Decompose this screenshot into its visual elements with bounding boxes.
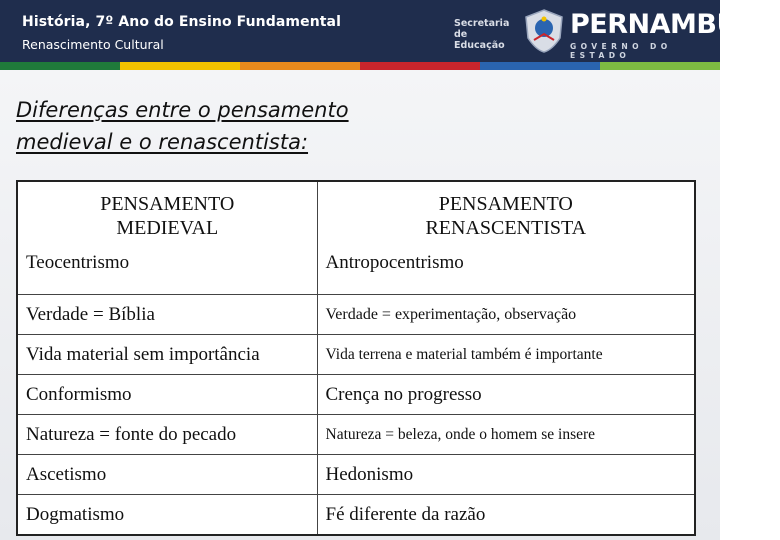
cell-medieval: Vida material sem importância [17, 335, 317, 375]
state-seal-icon [522, 8, 566, 54]
cell-medieval: Teocentrismo [17, 244, 317, 295]
table-row [17, 335, 695, 375]
table-row [17, 295, 695, 335]
cell-medieval: Ascetismo [17, 455, 317, 495]
cell-medieval: Verdade = Bíblia [17, 295, 317, 335]
cell-renascentista: Vida terrena e material também é importante [317, 335, 695, 375]
lesson-subtitle: Renascimento Cultural [22, 37, 164, 52]
course-title: História, 7º Ano do Ensino Fundamental [22, 14, 341, 30]
table-row [17, 455, 695, 495]
cell-renascentista: Verdade = experimentação, observação [317, 295, 695, 335]
cell-medieval: Dogmatismo [17, 495, 317, 536]
color-stripe [0, 62, 720, 70]
cell-renascentista: Crença no progresso [317, 375, 695, 415]
cell-renascentista: Natureza = beleza, onde o homem se insere [317, 415, 695, 455]
table-row [17, 244, 695, 295]
cell-medieval: Natureza = fonte do pecado [17, 415, 317, 455]
slide-title [16, 94, 349, 158]
comparison-table [16, 180, 696, 536]
cell-renascentista: Hedonismo [317, 455, 695, 495]
cell-renascentista: Fé diferente da razão [317, 495, 695, 536]
secretaria-label: Secretaria de Educação [454, 18, 510, 51]
cell-renascentista: Antropocentrismo [317, 244, 695, 295]
header-bar [0, 0, 780, 62]
table-row [17, 495, 695, 536]
header-renascentista: PENSAMENTO RENASCENTISTA [317, 181, 695, 244]
brand-subtext: GOVERNO DO ESTADO [570, 42, 672, 60]
slide-title-line2: medieval e o renascentista: [16, 130, 309, 154]
cell-medieval: Conformismo [17, 375, 317, 415]
table-row [17, 375, 695, 415]
brand-logo-text: PERNAMBUCO [570, 9, 780, 40]
header-medieval: PENSAMENTO MEDIEVAL [17, 181, 317, 244]
slide-title-line1: Diferenças entre o pensamento [16, 98, 349, 122]
table-row [17, 415, 695, 455]
table-header-row [17, 181, 695, 244]
